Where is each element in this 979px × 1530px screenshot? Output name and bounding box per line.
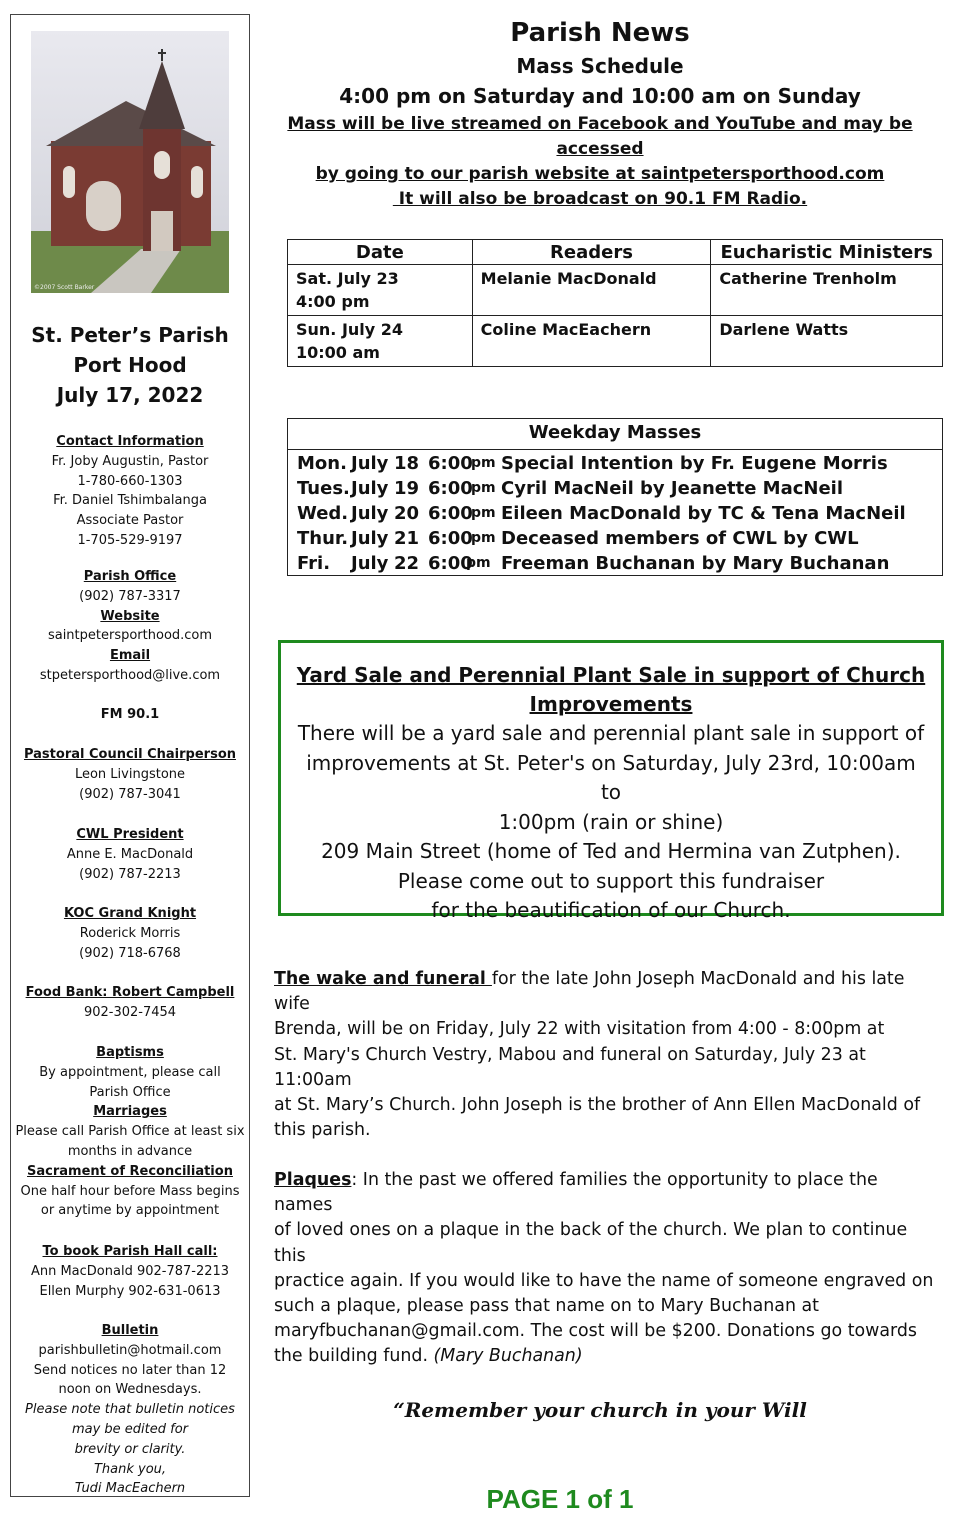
day: Fri. xyxy=(297,553,331,574)
date-cell xyxy=(288,316,473,367)
hall-heading: To book Parish Hall call: xyxy=(42,1244,218,1259)
mass-times: 4:00 pm on Saturday and 10:00 am on Sunday xyxy=(339,84,861,108)
food-bank-heading: Food Bank: Robert Campbell xyxy=(25,985,235,1000)
baptisms-text-1: By appointment, please call xyxy=(39,1064,221,1080)
koc-section xyxy=(11,904,249,963)
day-number: 20 xyxy=(394,503,420,524)
plaques-notice xyxy=(274,1168,934,1370)
marriages-text-2: months in advance xyxy=(67,1143,193,1159)
time-suffix: pm xyxy=(471,455,496,471)
ministry-schedule-table xyxy=(287,239,943,367)
bulletin-text-3: Please note that bulletin notices xyxy=(25,1402,235,1418)
time-suffix: pm xyxy=(471,480,496,496)
yard-sale-notice xyxy=(278,640,944,922)
reconciliation-heading: Sacrament of Reconciliation xyxy=(27,1163,233,1179)
parish-location: Port Hood xyxy=(73,353,187,377)
yard-sale-title xyxy=(281,661,941,719)
time: 6:00 xyxy=(428,478,473,499)
baptisms-heading: Baptisms xyxy=(96,1045,164,1060)
day-number: 19 xyxy=(394,478,420,499)
time-suffix: pm xyxy=(466,555,491,571)
hall-contact-1: Ann MacDonald 902-787-2213 xyxy=(30,1263,230,1279)
live-note-line-3: It will also be broadcast on 90.1 FM Radio. xyxy=(392,189,808,209)
list-item xyxy=(288,501,942,526)
reconciliation-text-2: or anytime by appointment xyxy=(40,1203,220,1219)
page-title: Parish News xyxy=(510,18,690,48)
office-heading: Parish Office xyxy=(83,569,177,584)
column-header-ministers: Eucharistic Ministers xyxy=(711,240,943,265)
bulletin-text-2: noon on Wednesdays. xyxy=(58,1382,202,1398)
day: Wed. xyxy=(297,503,349,524)
remember-church-quote: “Remember your church in your Will xyxy=(393,1398,807,1422)
office-phone: (902) 787-3317 xyxy=(79,588,181,604)
yard-sale-title-line-1: Yard Sale and Perennial Plant Sale in support of Church xyxy=(296,663,926,687)
yard-sale-body xyxy=(281,719,941,926)
list-item xyxy=(288,551,942,576)
yard-sale-line: There will be a yard sale and perennial plant sale in support of xyxy=(297,721,925,745)
day: Mon. xyxy=(297,453,347,474)
photo-credit: ©2007 Scott Barker xyxy=(34,284,95,291)
plaques-email-line: maryfbuchanan@gmail.com. The cost will be $200. Donations go towards xyxy=(274,1321,917,1342)
day-number: 21 xyxy=(394,528,420,549)
minister-cell: Darlene Watts xyxy=(711,316,943,367)
time: 6:00 xyxy=(428,553,473,574)
bulletin-text-6: Thank you, xyxy=(93,1461,167,1477)
weekday-masses-heading: Weekday Masses xyxy=(288,419,942,450)
mass-schedule-heading: Mass Schedule xyxy=(516,54,684,78)
yard-sale-line: for the beautification of our Church. xyxy=(431,898,791,922)
marriages-heading: Marriages xyxy=(93,1104,167,1120)
main-content xyxy=(270,0,950,1530)
day: Thur. xyxy=(297,528,349,549)
assoc-pastor-name: Fr. Daniel Tshimbalanga xyxy=(53,493,207,509)
bulletin-text-5: brevity or clarity. xyxy=(74,1441,186,1457)
bulletin-date: July 17, 2022 xyxy=(56,383,204,407)
column-header-readers: Readers xyxy=(472,240,711,265)
bulletin-text-1: Send notices no later than 12 xyxy=(33,1362,227,1378)
sidebar xyxy=(10,14,250,1497)
cwl-section xyxy=(11,825,249,884)
koc-name: Roderick Morris xyxy=(79,925,181,941)
website-heading: Website xyxy=(100,608,160,624)
assoc-pastor-title: Associate Pastor xyxy=(76,513,184,529)
church-photo xyxy=(31,31,229,293)
wake-line: at St. Mary’s Church. John Joseph is the brother of Ann Ellen MacDonald of xyxy=(274,1095,921,1116)
time: 6:00 xyxy=(428,503,473,524)
time-suffix: pm xyxy=(471,505,496,521)
wake-line: Brenda, will be on Friday, July 22 with visitation from 4:00 - 8:00pm at xyxy=(274,1019,885,1040)
time-suffix: pm xyxy=(471,530,496,546)
date-cell xyxy=(288,265,473,316)
month: July xyxy=(351,478,389,499)
minister-cell: Catherine Trenholm xyxy=(711,265,943,316)
office-section xyxy=(11,567,249,686)
food-bank-phone: 902-302-7454 xyxy=(83,1004,177,1020)
council-phone: (902) 787-3041 xyxy=(79,786,181,802)
live-note-line-2[interactable]: by going to our parish website at saintpetersporthood.com xyxy=(315,164,885,184)
council-section xyxy=(11,745,249,804)
month: July xyxy=(351,553,389,574)
table-row xyxy=(288,265,943,316)
page-number: PAGE 1 of 1 xyxy=(486,1484,634,1514)
sacraments-section xyxy=(11,1043,249,1221)
fm-section xyxy=(11,705,249,725)
council-heading: Pastoral Council Chairperson xyxy=(23,747,237,762)
email-link[interactable]: stpetersporthood@live.com xyxy=(39,667,221,683)
koc-heading: KOC Grand Knight xyxy=(63,906,197,921)
list-item xyxy=(288,476,942,501)
table-row xyxy=(288,316,943,367)
parish-heading xyxy=(11,320,249,410)
month: July xyxy=(351,528,389,549)
month: July xyxy=(351,503,389,524)
plaques-line: of loved ones on a plaque in the back of the church. We plan to continue this xyxy=(274,1220,908,1266)
bulletin-heading: Bulletin xyxy=(101,1323,159,1338)
wake-funeral-notice xyxy=(274,967,934,1143)
plaques-line: : In the past we offered families the opportunity to place the names xyxy=(274,1170,878,1216)
live-note-line-1: Mass will be live streamed on Facebook and YouTube and may be accessed xyxy=(287,114,913,159)
time: 6:00 xyxy=(428,528,473,549)
cwl-name: Anne E. MacDonald xyxy=(66,846,194,862)
fm-label: FM 90.1 xyxy=(100,707,160,722)
food-bank-section xyxy=(11,983,249,1023)
plaques-line: the building fund. xyxy=(274,1346,434,1367)
yard-sale-line: Please come out to support this fundraiser xyxy=(397,868,825,893)
mass-intention: Freeman Buchanan by Mary Buchanan xyxy=(501,553,890,574)
hall-section xyxy=(11,1242,249,1301)
assoc-pastor-phone: 1-705-529-9197 xyxy=(77,532,183,548)
hall-contact-2: Ellen Murphy 902-631-0613 xyxy=(39,1283,221,1299)
weekday-masses-box xyxy=(287,418,943,576)
email-heading: Email xyxy=(109,648,151,664)
plaques-author: (Mary Buchanan) xyxy=(433,1346,583,1367)
yard-sale-title-line-2: Improvements xyxy=(529,692,693,716)
website-link[interactable]: saintpetersporthood.com xyxy=(47,628,213,644)
contact-section xyxy=(11,432,249,551)
parish-name: St. Peter’s Parish xyxy=(31,323,229,347)
time-line: 10:00 am xyxy=(296,343,380,362)
yard-sale-line: 1:00pm (rain or shine) xyxy=(498,809,724,834)
koc-phone: (902) 718-6768 xyxy=(79,945,181,961)
month: July xyxy=(351,453,389,474)
day: Tues. xyxy=(297,478,350,499)
yard-sale-line: 209 Main Street (home of Ted and Hermina van Zutphen). xyxy=(321,839,901,863)
mass-intention: Special Intention by Fr. Eugene Morris xyxy=(501,453,888,474)
time: 6:00 xyxy=(428,453,473,474)
date-line: Sat. July 23 xyxy=(296,269,399,288)
date-line: Sun. July 24 xyxy=(296,320,404,339)
bulletin-email[interactable]: parishbulletin@hotmail.com xyxy=(38,1342,222,1358)
yard-sale-line: improvements at St. Peter's on Saturday, July 23rd, 10:00am to xyxy=(306,750,916,804)
cwl-phone: (902) 787-2213 xyxy=(79,866,181,882)
day-number: 22 xyxy=(394,553,420,574)
contact-heading: Contact Information xyxy=(56,434,204,449)
mass-intention: Eileen MacDonald by TC & Tena MacNeil xyxy=(501,503,906,524)
plaques-line: such a plaque, please pass that name on to Mary Buchanan at xyxy=(274,1296,819,1317)
plaques-line: practice again. If you would like to have the name of someone engraved on xyxy=(274,1270,934,1291)
bulletin-text-4: may be edited for xyxy=(71,1421,189,1437)
council-name: Leon Livingstone xyxy=(74,766,186,782)
column-header-date: Date xyxy=(288,240,473,265)
reader-cell: Melanie MacDonald xyxy=(472,265,711,316)
live-stream-note xyxy=(270,112,930,212)
wake-line: St. Mary's Church Vestry, Mabou and funeral on Saturday, July 23 at 11:00am xyxy=(274,1044,866,1090)
wake-line: this parish. xyxy=(274,1120,371,1141)
pastor-phone: 1-780-660-1303 xyxy=(77,473,183,489)
time-line: 4:00 pm xyxy=(296,292,370,311)
day-number: 18 xyxy=(394,453,420,474)
bulletin-text-7: Tudi MacEachern xyxy=(74,1481,186,1497)
table-header-row xyxy=(288,240,943,265)
wake-line: for the late John Joseph MacDonald and his late wife xyxy=(274,969,905,1015)
wake-lead: The wake and funeral xyxy=(274,969,492,989)
plaques-lead: Plaques xyxy=(274,1170,352,1190)
bulletin-section xyxy=(11,1321,249,1499)
reader-cell: Coline MacEachern xyxy=(472,316,711,367)
mass-intention: Cyril MacNeil by Jeanette MacNeil xyxy=(501,478,844,499)
reconciliation-text-1: One half hour before Mass begins xyxy=(20,1183,240,1199)
pastor-name: Fr. Joby Augustin, Pastor xyxy=(51,453,209,469)
list-item xyxy=(288,451,942,476)
baptisms-text-2: Parish Office xyxy=(89,1084,171,1100)
mass-intention: Deceased members of CWL by CWL xyxy=(501,528,859,549)
cwl-heading: CWL President xyxy=(76,827,184,842)
marriages-text-1: Please call Parish Office at least six xyxy=(15,1124,245,1140)
list-item xyxy=(288,526,942,551)
